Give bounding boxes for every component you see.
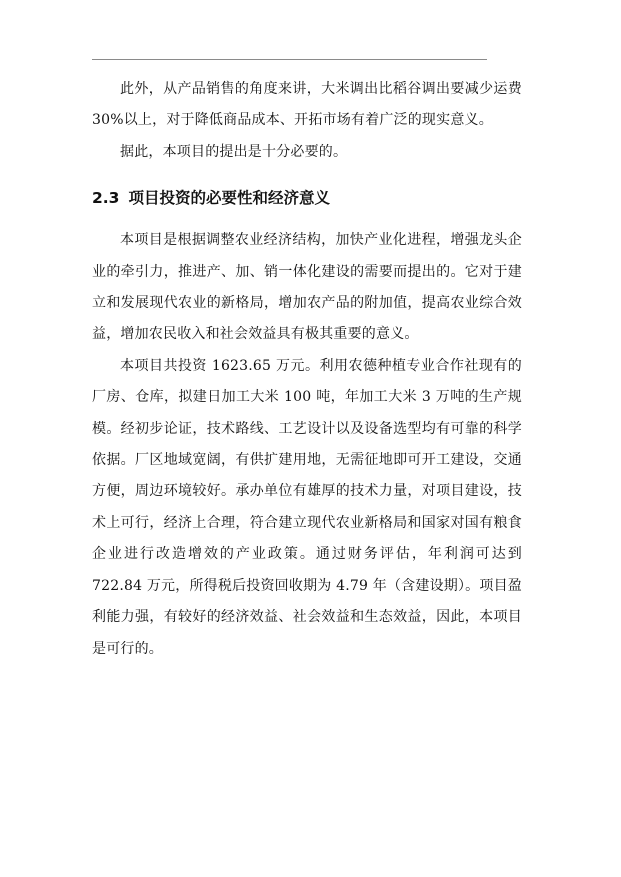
section-number: 2.3	[92, 189, 120, 208]
section-heading	[92, 185, 522, 211]
paragraph-sales-perspective: 此外，从产品销售的角度来讲，大米调出比稻谷调出要减少运费 30%以上，对于降低商品成本、开拓市场有着广泛的现实意义。	[92, 81, 522, 129]
paragraph-investment-feasibility: 本项目共投资 1623.65 万元。利用农德种植专业合作社现有的厂房、仓库，拟建日加工大米 100 吨，年加工大米 3 万吨的生产规模。经初步论证，技术路线、工艺设计以及设备选型均有可靠的科学依据。厂区地域宽阔，有供扩建用地，无需征地即可开工建设，交通方便，周边环境较好。承办单位有雄厚的技术力量，对项目建设，技术上可行，经济上合理，符合建立现代农业新格局和国家对国有粮食企业进行改造增效的产业政策。通过财务评估，年利润可达到 722.84 万元，所得税后投资回收期为 4.79 年（含建设期）。项目盈利能力强，有较好的经济效益、社会效益和生态效益，因此，本项目是可行的。	[92, 357, 522, 657]
paragraph-conclusion-necessary: 据此，本项目的提出是十分必要的。	[120, 143, 348, 160]
paragraph-project-purpose: 本项目是根据调整农业经济结构，加快产业化进程，增强龙头企业的牵引力，推进产、加、销一体化建设的需要而提出的。它对于建立和发展现代农业的新格局，增加农产品的附加值，提高农业综合效益，增加农民收入和社会效益具有极其重要的意义。	[92, 232, 522, 343]
document-body	[92, 74, 522, 665]
section-title: 项目投资的必要性和经济意义	[128, 189, 330, 208]
header-rule	[92, 59, 487, 60]
